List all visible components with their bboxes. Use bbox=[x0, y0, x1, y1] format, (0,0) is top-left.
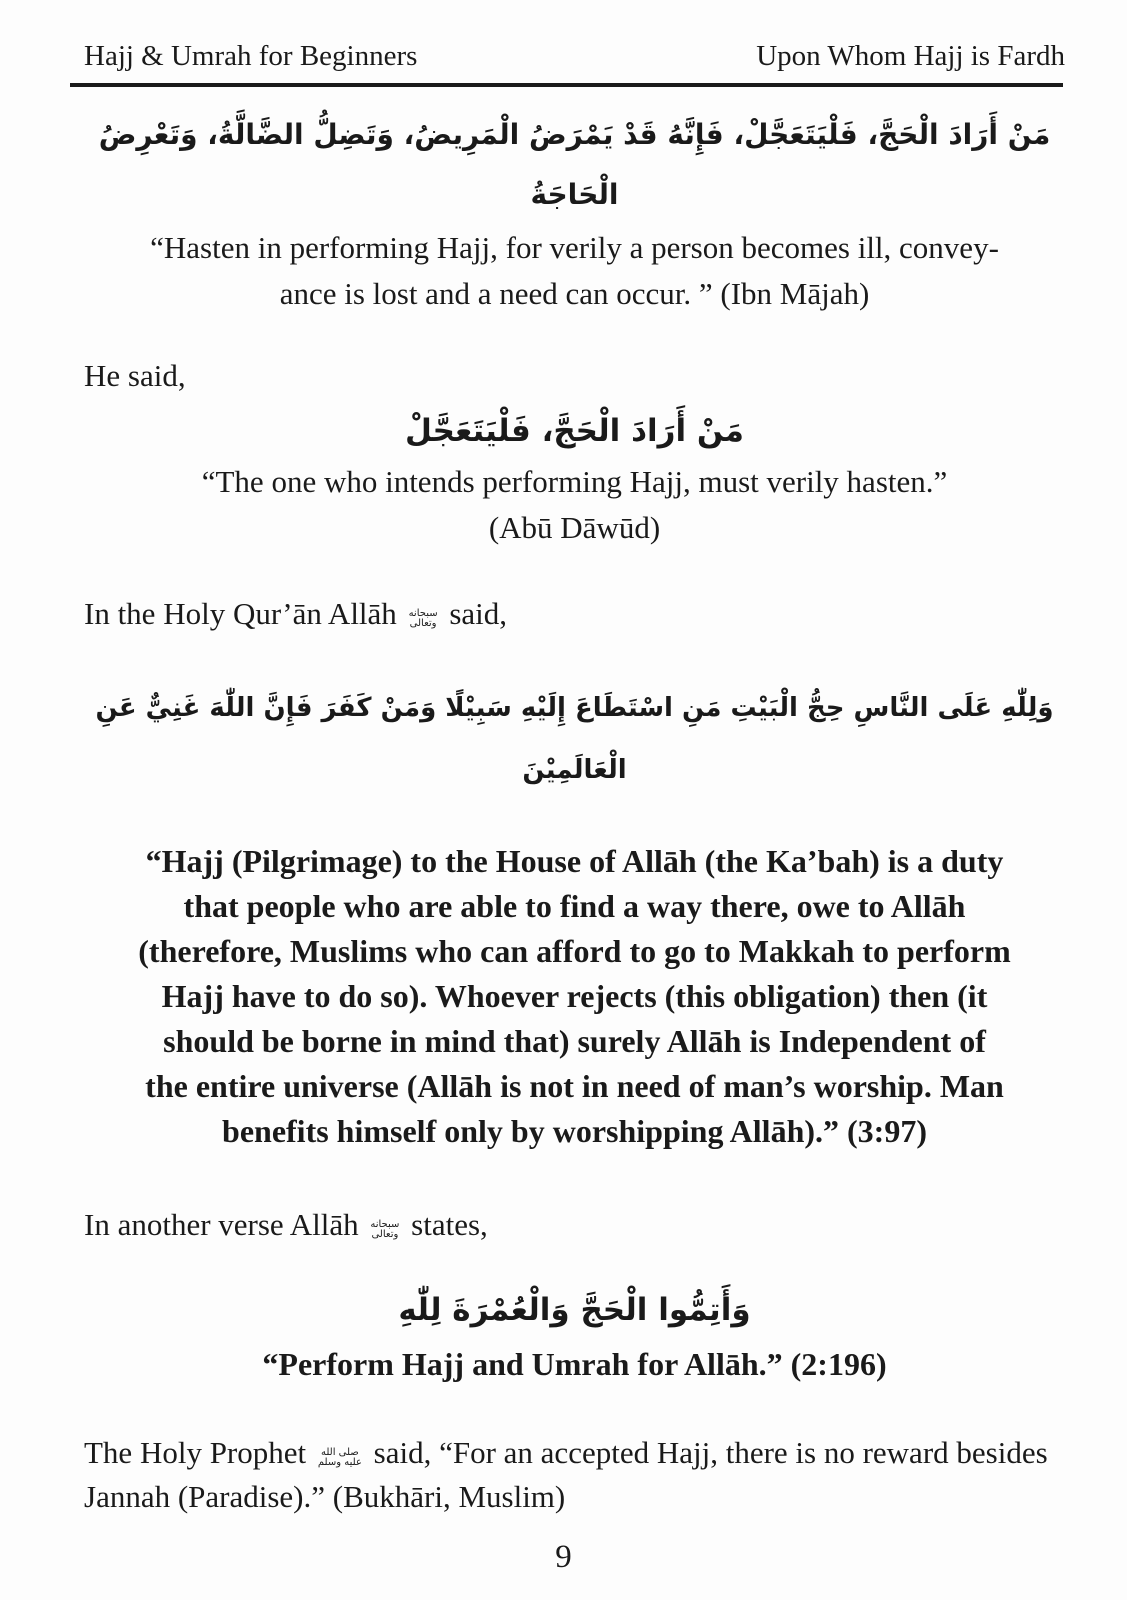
honorific-text-bottom: وتعالى bbox=[409, 618, 437, 629]
quran1-translation-line: benefits himself only by worshipping Allāh).” (3:97) bbox=[222, 1113, 927, 1149]
honorific-text-top: سبحانه bbox=[408, 608, 438, 619]
hadith1-arabic-text: مَنْ أَرَادَ الْحَجَّ، فَلْيَتَعَجَّلْ، فَإِنَّهُ قَدْ يَمْرَضُ الْمَرِيضُ، وَتَضِلُّ الضَّالَّةُ، وَتَعْرِضُ الْحَاجَةُ bbox=[98, 118, 1051, 211]
quran1-intro-after: said, bbox=[449, 596, 508, 631]
quran1-translation-line: “Hajj (Pilgrimage) to the House of Allāh (the Ka’bah) is a duty bbox=[145, 843, 1004, 879]
quran1-translation-line: should be borne in mind that) surely Allāh is Independent of bbox=[163, 1023, 986, 1059]
honorific-text-bottom: وتعالى bbox=[371, 1229, 399, 1240]
quran2-intro-after: states, bbox=[411, 1207, 488, 1242]
honorific-text-top: صلى الله bbox=[320, 1447, 359, 1458]
hadith1-translation-line2: ance is lost and a need can occur. ” (Ibn Mājah) bbox=[279, 276, 870, 311]
header-book-title: Hajj & Umrah for Beginners bbox=[84, 40, 418, 72]
hadith3-paragraph bbox=[84, 1431, 1065, 1519]
quran2-intro bbox=[84, 1204, 1065, 1246]
quran1-translation-line: (therefore, Muslims who can afford to go to Makkah to perform bbox=[138, 933, 1011, 969]
hadith2-translation: “The one who intends performing Hajj, must verily hasten.” bbox=[201, 464, 948, 499]
quran2-intro-before: In another verse Allāh bbox=[84, 1207, 359, 1242]
quran1-translation-line: the entire universe (Allāh is not in need of man’s worship. Man bbox=[145, 1068, 1004, 1104]
honorific-text-bottom: عليه وسلم bbox=[317, 1457, 362, 1468]
salla-allahu-alayhi-wa-sallam-icon bbox=[318, 1448, 362, 1468]
running-header bbox=[84, 38, 1065, 74]
quran1-translation-line: Hajj have to do so). Whoever rejects (this obligation) then (it bbox=[161, 978, 988, 1014]
page-number: 9 bbox=[555, 1539, 572, 1575]
header-rule bbox=[70, 83, 1063, 87]
quran1-arabic-text: وَلِلّٰهِ عَلَى النَّاسِ حِجُّ الْبَيْتِ مَنِ اسْتَطَاعَ إِلَيْهِ سَبِيْلًا وَمَنْ كَفَرَ فَإِنَّ اللّٰهَ غَنِيٌّ عَنِ الْعَالَمِيْنَ bbox=[95, 693, 1054, 785]
hadith2-arabic-text: مَنْ أَرَادَ الْحَجَّ، فَلْيَتَعَجَّلْ bbox=[405, 413, 744, 449]
hadith1-translation-line1: “Hasten in performing Hajj, for verily a person becomes ill, convey- bbox=[150, 230, 999, 265]
hadith3-after-symbol: said, “For an accepted Hajj, there is no reward besides Jannah (Paradise).” (Bukhāri, Muslim) bbox=[84, 1435, 1048, 1514]
hadith3-before-symbol: The Holy Prophet bbox=[84, 1435, 307, 1470]
hadith2-source: (Abū Dāwūd) bbox=[488, 510, 661, 545]
honorific-text-top: سبحانه bbox=[370, 1219, 400, 1230]
subhanahu-wa-taala-icon bbox=[409, 609, 438, 629]
quran1-intro bbox=[84, 593, 1065, 635]
quran2-arabic-text: وَأَتِمُّوا الْحَجَّ وَالْعُمْرَةَ لِلّٰهِ bbox=[398, 1292, 751, 1328]
subhanahu-wa-taala-icon bbox=[370, 1220, 399, 1240]
quran1-intro-before: In the Holy Qur’ān Allāh bbox=[84, 596, 397, 631]
quran2-translation: “Perform Hajj and Umrah for Allāh.” (2:196) bbox=[262, 1346, 887, 1382]
header-chapter-title: Upon Whom Hajj is Fardh bbox=[756, 40, 1065, 72]
hadith2-intro: He said, bbox=[84, 358, 186, 393]
quran1-translation-line: that people who are able to find a way there, owe to Allāh bbox=[183, 888, 966, 924]
quran1-translation bbox=[84, 839, 1065, 1154]
